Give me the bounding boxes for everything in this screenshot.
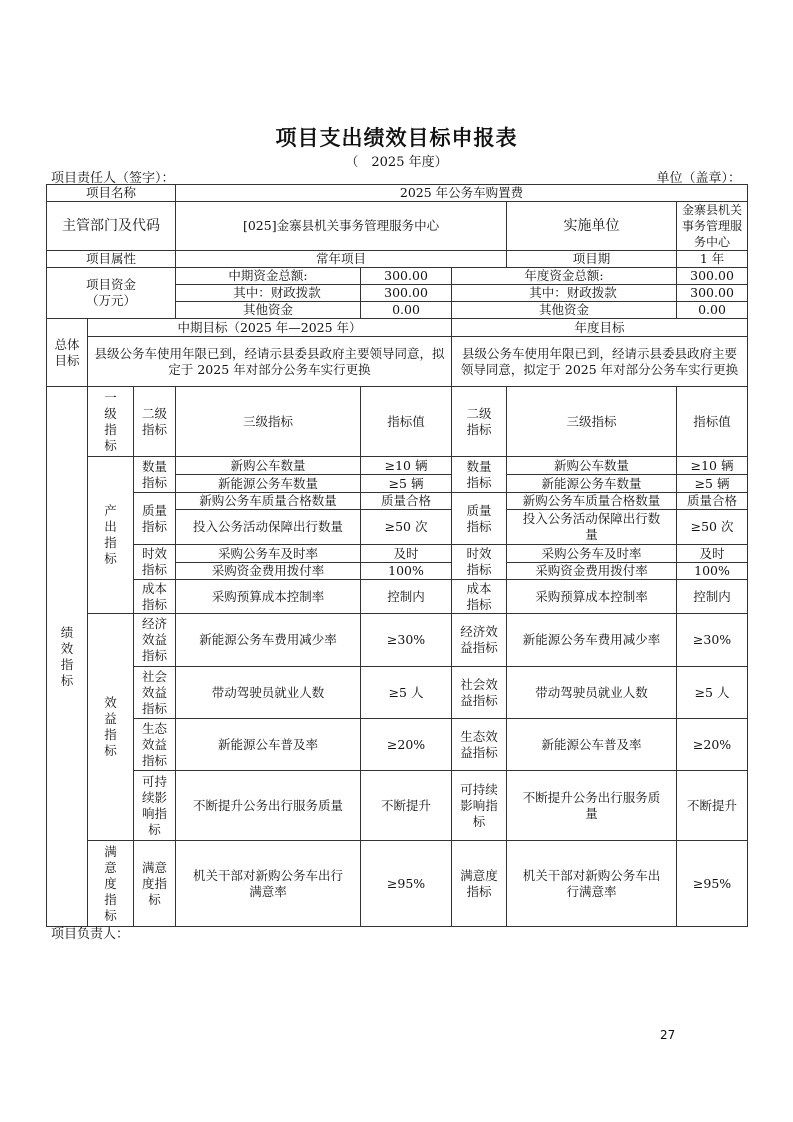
indicator-row xyxy=(47,457,748,475)
level3-cell-right: 机关干部对新购公务车出行满意率 xyxy=(507,841,677,927)
value-cell: 不断提升 xyxy=(361,771,452,841)
level2-cell: 满意度指标 xyxy=(134,841,176,927)
level3-cell-right: 带动驾驶员就业人数 xyxy=(507,667,677,719)
value-cell-right: ≥20% xyxy=(677,719,748,771)
level3-cell: 新购公车数量 xyxy=(176,457,361,475)
mid-fiscal-value: 300.00 xyxy=(361,285,452,302)
level2-cell-right: 数量指标 xyxy=(452,457,507,493)
level2-cell-right: 经济效益指标 xyxy=(452,614,507,667)
value-cell-right: ≥10 辆 xyxy=(677,457,748,475)
level3-cell: 新购公务车质量合格数量 xyxy=(176,493,361,510)
level2-header-right: 二级指标 xyxy=(452,387,507,457)
value-cell: ≥30% xyxy=(361,614,452,667)
satisfaction-indicator-group: 满意度指标 xyxy=(88,841,134,927)
level2-cell: 生态效益指标 xyxy=(134,719,176,771)
value-cell: ≥5 人 xyxy=(361,667,452,719)
level2-cell-right: 成本指标 xyxy=(452,580,507,614)
funds-label-line1: 项目资金 xyxy=(86,277,137,292)
funds-total-row xyxy=(47,268,748,285)
level2-cell-right: 可持续影响指标 xyxy=(452,771,507,841)
attr-label: 项目属性 xyxy=(47,251,176,268)
value-cell: ≥10 辆 xyxy=(361,457,452,475)
dept-row xyxy=(47,202,748,251)
funds-label xyxy=(47,268,176,319)
value-cell: ≥50 次 xyxy=(361,510,452,545)
value-cell-right: 及时 xyxy=(677,545,748,563)
level3-cell: 机关干部对新购公务车出行满意率 xyxy=(176,841,361,927)
year-other-value: 0.00 xyxy=(677,302,748,319)
indicator-row xyxy=(47,545,748,563)
value-cell: 质量合格 xyxy=(361,493,452,510)
level3-cell-right: 新能源公务车费用减少率 xyxy=(507,614,677,667)
indicator-row xyxy=(47,580,748,614)
mid-fiscal-label: 其中：财政拨款 xyxy=(176,285,361,302)
level2-cell: 数量指标 xyxy=(134,457,176,493)
value-cell: 100% xyxy=(361,563,452,580)
year-fiscal-value: 300.00 xyxy=(677,285,748,302)
project-name-label: 项目名称 xyxy=(47,185,176,202)
indicator-row xyxy=(47,614,748,667)
year-label: （ 2025 年度） xyxy=(345,155,448,170)
value-cell: ≥20% xyxy=(361,719,452,771)
goals-text-row xyxy=(47,337,748,387)
mid-goal-header: 中期目标（2025 年—2025 年） xyxy=(88,319,452,337)
value-cell: 及时 xyxy=(361,545,452,563)
dept-label: 主管部门及代码 xyxy=(47,202,176,251)
level3-cell: 采购资金费用拨付率 xyxy=(176,563,361,580)
mid-total-value: 300.00 xyxy=(361,268,452,285)
level2-cell-right: 质量指标 xyxy=(452,493,507,545)
benefit-indicator-group: 效益指标 xyxy=(88,614,134,841)
period-value: 1 年 xyxy=(677,251,748,268)
level1-header: 一级指标 xyxy=(88,387,134,457)
level2-cell: 经济效益指标 xyxy=(134,614,176,667)
level3-cell: 不断提升公务出行服务质量 xyxy=(176,771,361,841)
mid-other-label: 其他资金 xyxy=(176,302,361,319)
project-name-row xyxy=(47,185,748,202)
level3-cell: 新能源公务车费用减少率 xyxy=(176,614,361,667)
year-other-label: 其他资金 xyxy=(452,302,677,319)
level2-cell: 社会效益指标 xyxy=(134,667,176,719)
page-number: 27 xyxy=(660,1028,676,1042)
project-responsible-label: 项目负责人： xyxy=(51,927,130,942)
year-total-value: 300.00 xyxy=(677,268,748,285)
level2-cell: 时效指标 xyxy=(134,545,176,580)
value-cell: ≥95% xyxy=(361,841,452,927)
level3-cell: 新能源公车普及率 xyxy=(176,719,361,771)
indicator-row xyxy=(47,771,748,841)
level3-cell: 带动驾驶员就业人数 xyxy=(176,667,361,719)
level3-cell-right: 采购预算成本控制率 xyxy=(507,580,677,614)
value-cell-right: 控制内 xyxy=(677,580,748,614)
level2-cell: 成本指标 xyxy=(134,580,176,614)
mid-other-value: 0.00 xyxy=(361,302,452,319)
value-cell-right: 不断提升 xyxy=(677,771,748,841)
level3-header-right: 三级指标 xyxy=(507,387,677,457)
level3-cell-right: 投入公务活动保障出行数量 xyxy=(507,510,677,545)
project-name-value: 2025 年公务车购置费 xyxy=(176,185,748,202)
level3-cell: 采购公务车及时率 xyxy=(176,545,361,563)
level3-cell-right: 新购公务车质量合格数量 xyxy=(507,493,677,510)
level3-cell-right: 新能源公车普及率 xyxy=(507,719,677,771)
performance-target-table xyxy=(46,184,748,927)
value-cell-right: ≥50 次 xyxy=(677,510,748,545)
attr-row xyxy=(47,251,748,268)
value-cell: 控制内 xyxy=(361,580,452,614)
unit-seal-label: 单位（盖章）： xyxy=(656,171,741,186)
value-header: 指标值 xyxy=(361,387,452,457)
year-total-label: 年度资金总额: xyxy=(452,268,677,285)
value-cell-right: 100% xyxy=(677,563,748,580)
goals-header-row xyxy=(47,319,748,337)
dept-value: [025]金寨县机关事务管理服务中心 xyxy=(176,202,507,251)
level3-cell-right: 新能源公务车数量 xyxy=(507,475,677,493)
indicator-row xyxy=(47,667,748,719)
value-header-right: 指标值 xyxy=(677,387,748,457)
level2-cell-right: 满意度指标 xyxy=(452,841,507,927)
level2-cell: 可持续影响指标 xyxy=(134,771,176,841)
level2-cell: 质量指标 xyxy=(134,493,176,545)
level3-cell-right: 不断提升公务出行服务质量 xyxy=(507,771,677,841)
period-label: 项目期 xyxy=(507,251,677,268)
page-title: 项目支出绩效目标申报表 xyxy=(275,126,518,150)
level3-cell-right: 新购公车数量 xyxy=(507,457,677,475)
level2-cell-right: 生态效益指标 xyxy=(452,719,507,771)
attr-value: 常年项目 xyxy=(176,251,507,268)
level3-cell-right: 采购资金费用拨付率 xyxy=(507,563,677,580)
indicator-row xyxy=(47,841,748,927)
impl-unit-value: 金寨县机关事务管理服务中心 xyxy=(677,202,748,251)
output-indicator-group: 产出指标 xyxy=(88,457,134,614)
impl-unit-label: 实施单位 xyxy=(507,202,677,251)
level2-cell-right: 社会效益指标 xyxy=(452,667,507,719)
goals-label: 总体目标 xyxy=(47,319,88,387)
performance-indicator-label: 绩效指标 xyxy=(47,387,88,927)
level3-cell-right: 采购公务车及时率 xyxy=(507,545,677,563)
indicator-row xyxy=(47,719,748,771)
responsible-sign-label: 项目责任人（签字）： xyxy=(51,171,175,186)
level3-cell: 投入公务活动保障出行数量 xyxy=(176,510,361,545)
indicator-header-row xyxy=(47,387,748,457)
indicator-row xyxy=(47,493,748,510)
level3-header: 三级指标 xyxy=(176,387,361,457)
year-fiscal-label: 其中：财政拨款 xyxy=(452,285,677,302)
mid-total-label: 中期资金总额: xyxy=(176,268,361,285)
level3-cell: 采购预算成本控制率 xyxy=(176,580,361,614)
level2-cell-right: 时效指标 xyxy=(452,545,507,580)
value-cell-right: ≥5 人 xyxy=(677,667,748,719)
year-goal-text: 县级公务车使用年限已到，经请示县委县政府主要领导同意，拟定于 2025 年对部分公务车实行更换 xyxy=(452,337,748,387)
funds-label-line2: （万元） xyxy=(86,293,137,308)
year-goal-header: 年度目标 xyxy=(452,319,748,337)
level3-cell: 新能源公务车数量 xyxy=(176,475,361,493)
value-cell-right: ≥95% xyxy=(677,841,748,927)
mid-goal-text: 县级公务车使用年限已到，经请示县委县政府主要领导同意，拟定于 2025 年对部分公务车实行更换 xyxy=(88,337,452,387)
level2-header: 二级指标 xyxy=(134,387,176,457)
value-cell-right: ≥5 辆 xyxy=(677,475,748,493)
value-cell-right: ≥30% xyxy=(677,614,748,667)
value-cell: ≥5 辆 xyxy=(361,475,452,493)
value-cell-right: 质量合格 xyxy=(677,493,748,510)
